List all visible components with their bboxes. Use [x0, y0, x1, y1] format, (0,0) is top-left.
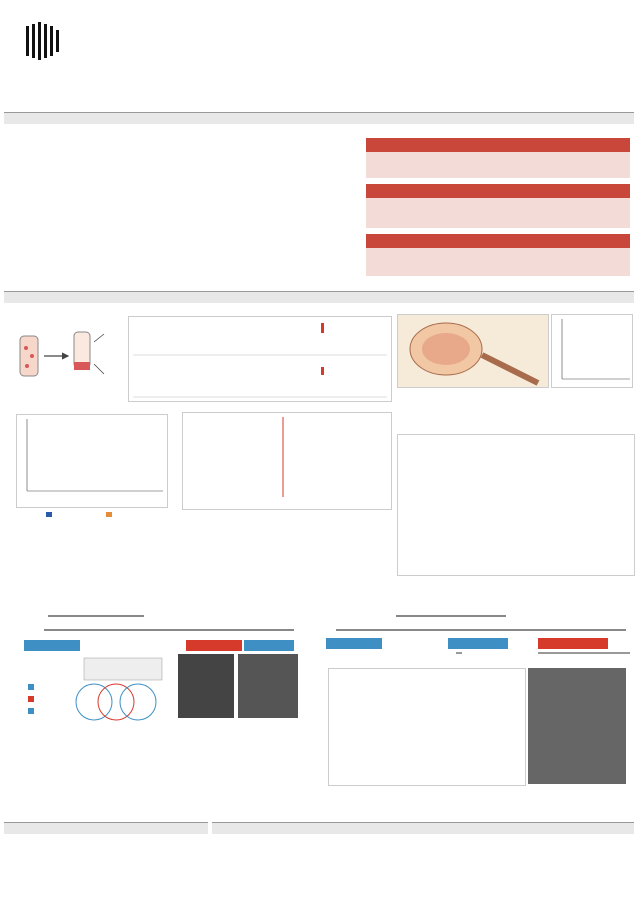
- logo-mark-icon: [16, 22, 76, 62]
- image2-figure: [397, 314, 633, 388]
- drug-resistance-table: [397, 434, 635, 576]
- vaf-bars: [17, 415, 167, 497]
- vaf-bar-chart: [16, 414, 168, 508]
- csf-tube-schematic: [12, 324, 116, 402]
- csf-profile-badge: [186, 640, 242, 651]
- method-step3: [366, 234, 630, 248]
- results-heading: [4, 291, 634, 303]
- venn-a: [24, 654, 174, 722]
- mri-image-1: [178, 654, 234, 718]
- drug-table-grid: [398, 435, 634, 575]
- timeline-a: [24, 602, 304, 662]
- brain-icon: [398, 315, 548, 387]
- references-heading: [212, 822, 634, 834]
- method-step2: [366, 184, 630, 198]
- intro-text: [7, 134, 363, 284]
- resection2b-badge: [448, 638, 508, 649]
- msk-logo: [10, 20, 150, 100]
- mri-image-3: [528, 668, 626, 784]
- resection1-badge: [24, 640, 80, 651]
- signal-plot: [328, 668, 526, 786]
- legend-pellet: [106, 512, 112, 519]
- method-step1-box: [366, 152, 630, 178]
- csf-profile-b-badge: [538, 638, 608, 649]
- percent-bars: [552, 315, 632, 387]
- image1-figure: [6, 312, 392, 536]
- resection2-badge: [244, 640, 294, 651]
- profile-b-box: [538, 652, 630, 654]
- igv-reads: [183, 413, 391, 509]
- mri-image-2: [238, 654, 298, 718]
- brain-schematic: [397, 314, 549, 388]
- conclusion-heading: [4, 822, 208, 834]
- method-step1: [366, 138, 630, 152]
- image4-figure: [8, 602, 630, 794]
- percent-bar-chart: [551, 314, 633, 388]
- method-step2-box: [366, 198, 630, 228]
- background-heading: [4, 112, 634, 124]
- methods-flow: [366, 138, 630, 288]
- copy-number-scatter: [129, 317, 391, 401]
- copy-number-plot: [128, 316, 392, 402]
- signal-trace: [329, 669, 525, 785]
- legend-cfdna: [46, 512, 52, 519]
- resection1b-badge: [326, 638, 382, 649]
- idh1-box: [456, 652, 462, 654]
- igv-fusion-view: [182, 412, 392, 510]
- method-step3-box: [366, 248, 630, 276]
